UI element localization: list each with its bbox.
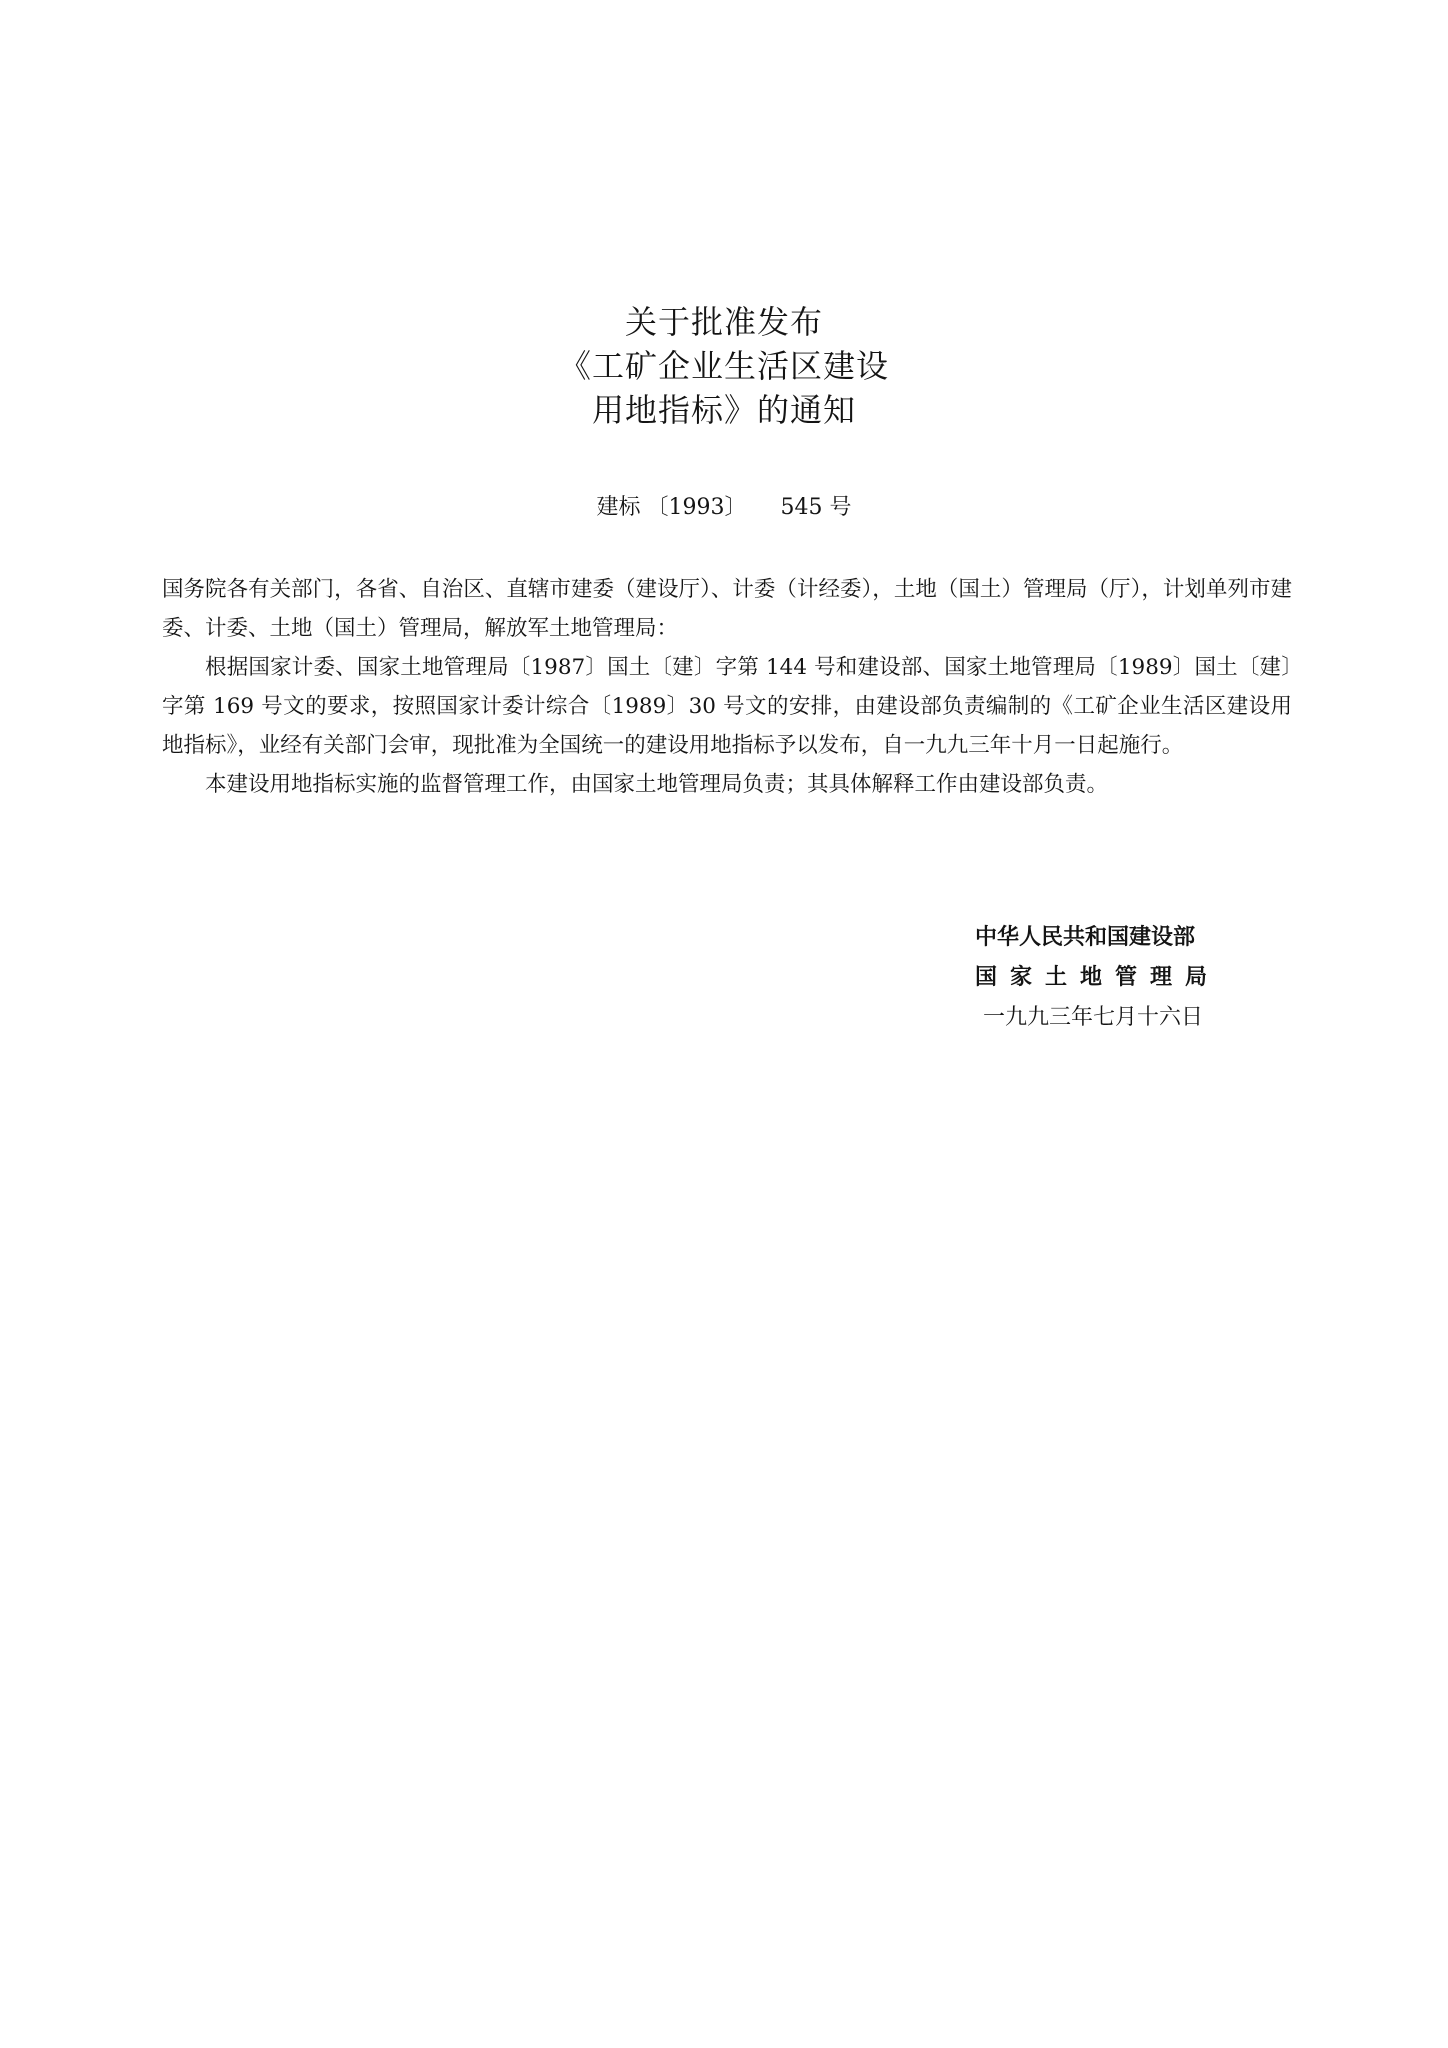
addressees-paragraph: 国务院各有关部门，各省、自治区、直辖市建委（建设厅）、计委（计经委），土地（国土）管理局（厅），计划单列市建委、计委、土地（国土）管理局，解放军土地管理局：: [162, 577, 1292, 641]
document-number: [0, 493, 1448, 523]
body-paragraph-1: 根据国家计委、国家土地管理局〔1987〕国土〔建〕字第 144 号和建设部、国家土地管理局〔1989〕国土〔建〕字第 169 号文的要求，按照国家计委计综合〔1989〕30 号文的安排，由建设部负责编制的《工矿企业生活区建设用地指标》，业经有关部门会审，现批准为全国统一的建设用地指标予以发布，自一九九三年十月一日起施行。: [162, 655, 1292, 758]
doc-number-prefix: 建标: [596, 495, 641, 520]
doc-number-year: 〔1993〕: [646, 495, 747, 520]
title-line-1: 关于批准发布: [624, 303, 823, 341]
doc-number-serial: 545 号: [780, 495, 852, 520]
notice-body: [162, 570, 1292, 804]
issuer-land-bureau: 国家土地管理局: [975, 965, 1221, 990]
signature-block: [975, 918, 1275, 1038]
title-line-2: 《工矿企业生活区建设: [558, 347, 889, 385]
notice-title: [0, 300, 1448, 432]
issue-date: 一九九三年七月十六日: [983, 1005, 1204, 1030]
issuer-ministry: 中华人民共和国建设部: [975, 925, 1196, 950]
title-line-3: 用地指标》的通知: [591, 391, 856, 429]
body-paragraph-2: 本建设用地指标实施的监督管理工作，由国家土地管理局负责；其具体解释工作由建设部负责。: [205, 772, 1109, 797]
